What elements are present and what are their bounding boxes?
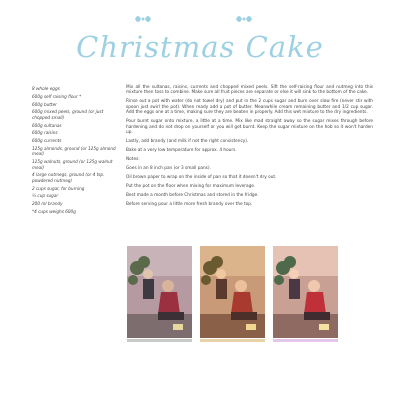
ingredient-item: 600g sultanas	[32, 122, 62, 128]
ingredient-item: 125g walnuts, ground (or 125g walnut meal)	[32, 159, 113, 170]
method-paragraph: Before serving pour a little more fresh brandy over the top.	[126, 202, 253, 208]
family-photo-3	[273, 246, 338, 338]
method-text	[126, 85, 373, 211]
header-ornament	[131, 11, 256, 25]
ingredient-item: 600g raisins	[32, 130, 58, 136]
ingredient-item: *4 cups weighs 600g	[32, 208, 76, 214]
photo-caption-strip-2	[200, 339, 265, 342]
method-paragraph: Rinse out a pot with water (do not towel dry) and put in the 2 cups sugar and burn over slow fire (never stir with spoon just swirl the pot). When ready add a pot of butter. Meanwhile cream remaining butter and 1/2 cup sugar. Add the eggs one at a time, making sure they are beaten in properly. Add this wet mixture to the dry ingredients.	[126, 99, 373, 116]
method-paragraph: Pour burnt sugar onto mixture, a little at a time. Mix like mad straight away so the sugar mixes through before hardening and do not drop on yourself or you will get burnt. Keep the sugar mixture on the hob so it won't harden up.	[126, 119, 373, 136]
ingredient-item: 600g mixed peels, ground (or just chopped small)	[32, 109, 104, 120]
floral-ornament-icon	[131, 12, 256, 26]
photo-caption-strip-3	[273, 339, 338, 342]
ingredient-item: 8 whole eggs	[32, 86, 60, 91]
method-paragraph: Put the pot on the floor when mixing for maximum leverage.	[126, 184, 256, 190]
ingredients-list	[32, 86, 118, 217]
page-title: Christmas Cake	[76, 30, 324, 64]
ingredient-item: ½ cup sugar	[32, 193, 59, 199]
photo-caption-strip-1	[127, 339, 192, 342]
ingredient-item: 4 large nutmegs, ground (or 4 tsp. powdered nutmeg)	[32, 172, 105, 183]
method-paragraph: Lastly, add brandy (and milk if not the right consistency).	[126, 139, 249, 145]
method-paragraph: Goes in an 8 inch pan (or 3 small pans).	[126, 166, 211, 172]
ingredient-item: 2 cups sugar, for burning	[32, 185, 85, 191]
family-photo-2	[200, 246, 265, 338]
method-paragraph: Bake at a very low temperature for approx. 4 hours.	[126, 148, 237, 154]
ingredient-item: 125g almonds, ground (or 125g almond meal)	[32, 145, 116, 157]
method-paragraph: Oil brown paper to wrap on the inside of pan so that it doesn't dry out.	[126, 175, 277, 181]
ingredient-item: 600g currents	[32, 138, 62, 144]
ingredient-item: 200 ml brandy	[32, 201, 63, 207]
ingredient-item: 600g butter	[32, 101, 57, 107]
ingredient-item: 600g self raising flour *	[32, 93, 82, 99]
method-paragraph: Best made a month before Christmas and stored in the fridge.	[126, 193, 259, 199]
method-paragraph: Mix all the sultanas, raisins, currents and chopped mixed peels. Sift the self-raising flour and nutmeg into this mixture then toss to combine. Make sure all fruit pieces are separate or else it will sink to the bottom of the cake.	[126, 85, 373, 96]
method-paragraph: Notes:	[126, 157, 140, 163]
family-photo-1	[127, 246, 192, 338]
